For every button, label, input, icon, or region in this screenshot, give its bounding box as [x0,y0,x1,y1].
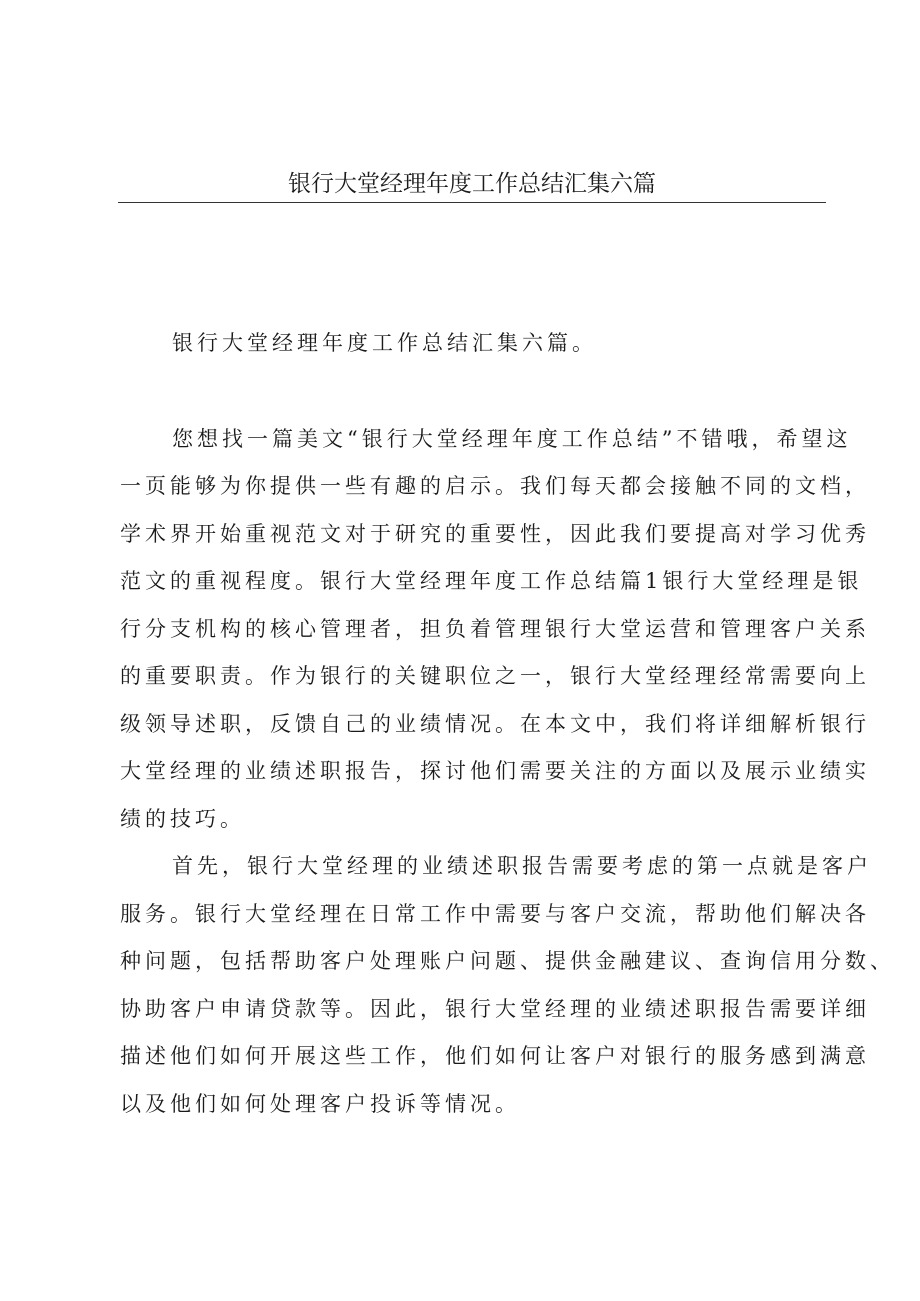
paragraph-1-line: 的重要职责。作为银行的关键职位之一，银行大堂经理经常需要向上 [120,664,870,688]
paragraph-2-line: 服务。银行大堂经理在日常工作中需要与客户交流，帮助他们解决各 [120,901,870,926]
paragraph-1-line: 绩的技巧。 [120,806,245,831]
document-title: 银行大堂经理年度工作总结汇集六篇 [288,171,656,197]
document-body [120,320,895,1128]
paragraph-2-line: 协助客户申请贷款等。因此，银行大堂经理的业绩述职报告需要详细 [120,996,870,1021]
paragraph-1-line: 学术界开始重视范文对于研究的重要性，因此我们要提高对学习优秀 [120,521,870,546]
paragraph-1-line: 一页能够为你提供一些有趣的启示。我们每天都会接触不同的文档， [120,474,870,498]
paragraph-2-line: 首先，银行大堂经理的业绩述职报告需要考虑的第一点就是客户 [172,854,872,878]
paragraph-2-line: 描述他们如何开展这些工作，他们如何让客户对银行的服务感到满意 [120,1044,870,1068]
paragraph-1-line: 范文的重视程度。银行大堂经理年度工作总结篇1银行大堂经理是银 [120,569,863,593]
paragraph-1 [120,416,870,844]
intro-line: 银行大堂经理年度工作总结汇集六篇。 [172,331,597,355]
paragraph-1-line: 您想找一篇美文“银行大堂经理年度工作总结”不错哦，希望这 [172,426,852,451]
paragraph-1-line: 大堂经理的业绩述职报告，探讨他们需要关注的方面以及展示业绩实 [120,759,870,783]
paragraph-1-line: 级领导述职，反馈自己的业绩情况。在本文中，我们将详细解析银行 [120,711,870,736]
document-header [118,168,826,203]
paragraph-spacer [120,368,832,416]
paragraph-2-line: 以及他们如何处理客户投诉等情况。 [120,1091,520,1116]
paragraph-1-line: 行分支机构的核心管理者，担负着管理银行大堂运营和管理客户关系 [120,616,870,641]
paragraph-2 [120,843,895,1128]
paragraph-2-line: 种问题，包括帮助客户处理账户问题、提供金融建议、查询信用分数、 [120,949,895,973]
